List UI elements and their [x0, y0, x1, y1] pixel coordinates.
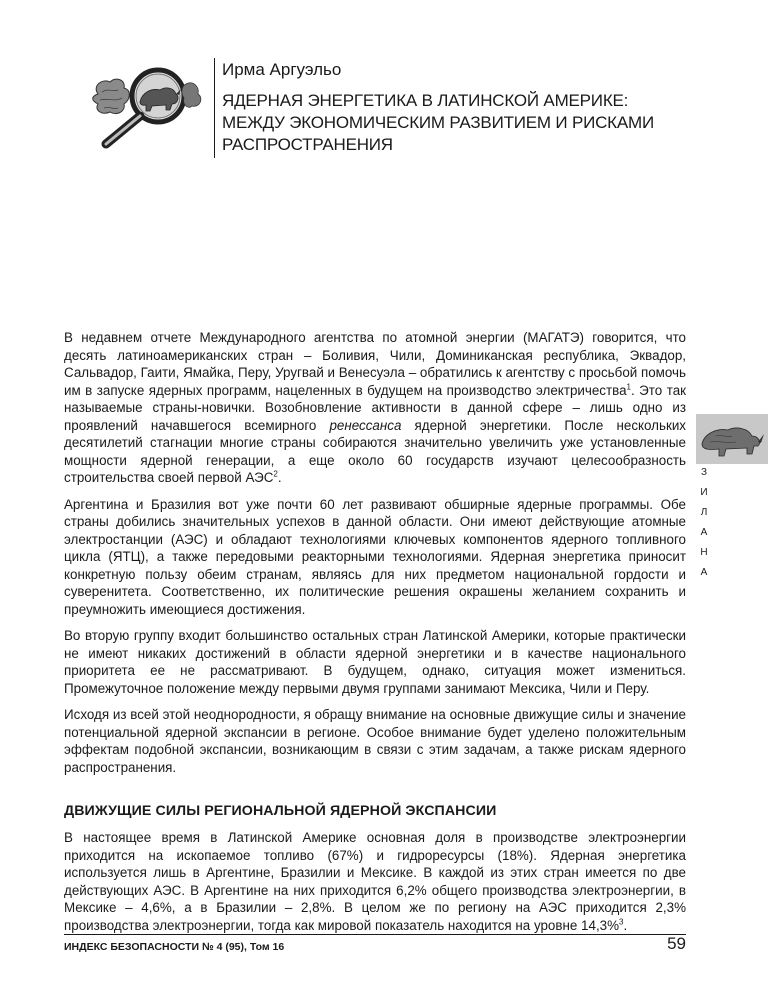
- paragraph-electricity-mix: [64, 829, 686, 934]
- article-body: [64, 329, 686, 943]
- magnifier-globe-logo: [80, 64, 210, 154]
- article-title-line: ЯДЕРНАЯ ЭНЕРГЕТИКА В ЛАТИНСКОЙ АМЕРИКЕ:: [222, 91, 629, 110]
- footnote-ref[interactable]: 2: [273, 469, 278, 479]
- article-title-line: МЕЖДУ ЭКОНОМИЧЕСКИМ РАЗВИТИЕМ И РИСКАМИ: [222, 113, 655, 132]
- page-number: 59: [667, 934, 686, 953]
- section-letter: Л: [700, 507, 708, 518]
- text-run: ядерной энергетики. После нескольких десятилетий стагнации многие страны собираются значительно увеличить уже установленные мощности ядерной генерации, а еще около 60 государств изучают целесообразность строительства своей первой АЭС: [64, 417, 686, 485]
- footer-divider: [64, 934, 686, 935]
- section-letter: И: [700, 487, 708, 498]
- text-run: . Это так называемые страны-новички. Возобновление активности в данной сфере – лишь одно из проявлений начавшегося всемирного: [64, 382, 686, 433]
- article-title: [222, 90, 655, 156]
- paragraph-intro: [64, 329, 686, 487]
- section-letter: А: [700, 567, 708, 578]
- text-run: В недавнем отчете Международного агентства по атомной энергии (МАГАТЭ) говорится, что десять латиноамериканских стран – Боливия, Чили, Доминиканская республика, Эквадор, Сальвадор, Гаити, Ямайка, Перу, Уругвай и Венесуэла – обратились к агентству с просьбой помочь им в запуске ядерных программ, нацеленных в будущем на производство электричества: [64, 330, 686, 398]
- emphasis: ренессанса: [329, 417, 402, 433]
- section-letter: Н: [700, 547, 708, 558]
- text-run: .: [623, 917, 628, 933]
- section-label-analysis: [694, 465, 714, 580]
- rhino-icon: [696, 414, 768, 464]
- text-run: В настоящее время в Латинской Америке основная доля в производстве электроэнергии приходится на ископаемое топливо (67%) и гидроресурсы (18%). Ядерная энергетика используется лишь в Аргентине, Бразилии и Мексике. В каждой из этих стран имеется по две действующих АЭС. В Аргентине на них приходится 6,2% общего производства электроэнергии, в Мексике – 4,6%, а в Бразилии – 2,8%. В целом же по региону на АЭС приходится 2,3% производства электроэнергии, тогда как мировой показатель находится на уровне 14,3%: [64, 830, 686, 933]
- journal-name: ИНДЕКС БЕЗОПАСНОСТИ № 4 (95), Том 16: [64, 941, 285, 953]
- footnote-ref[interactable]: 1: [626, 382, 631, 392]
- footnote-ref[interactable]: 3: [619, 917, 624, 927]
- paragraph-second-group: Во вторую группу входит большинство остальных стран Латинской Америки, которые практически не имеют никаких достижений в области ядерной энергетики и в качестве национального приоритета ее не рассматривают. В будущем, однако, ситуация может измениться. Промежуточное положение между первыми двумя группами занимают Мексика, Чили и Перу.: [64, 628, 686, 696]
- section-heading: ДВИЖУЩИЕ СИЛЫ РЕГИОНАЛЬНОЙ ЯДЕРНОЙ ЭКСПАНСИИ: [64, 803, 497, 819]
- text-run: .: [277, 470, 282, 485]
- section-rhino-badge: [696, 414, 768, 464]
- article-title-line: РАСПРОСТРАНЕНИЯ: [222, 135, 393, 154]
- paragraph-argentina-brazil: Аргентина и Бразилия вот уже почти 60 лет развивают обширные ядерные программы. Обе страны добились значительных успехов в данной области. Они имеют действующие атомные электростанции (АЭС) и обладают технологиями ключевых компонентов ядерного топливного цикла (ЯТЦ), а также передовыми реакторными технологиями. Ядерная энергетика приносит конкретную пользу обеим странам, являясь для них предметом национальной гордости и суверенитета. Соответственно, их политические решения окрашены желанием сохранить и преумножить имеющиеся достижения.: [64, 496, 686, 617]
- header-divider: [214, 58, 215, 158]
- section-letter: А: [700, 527, 708, 538]
- paragraph-focus: Исходя из всей этой неоднородности, я обращу внимание на основные движущие силы и значение потенциальной ядерной экспансии в регионе. Особое внимание будет уделено положительным эффектам подобной экспансии, возникающим в связи с этим задачам, а также рискам ядерного распространения.: [64, 707, 686, 775]
- author-name: Ирма Аргуэльо: [222, 60, 342, 79]
- section-letter: З: [700, 467, 708, 478]
